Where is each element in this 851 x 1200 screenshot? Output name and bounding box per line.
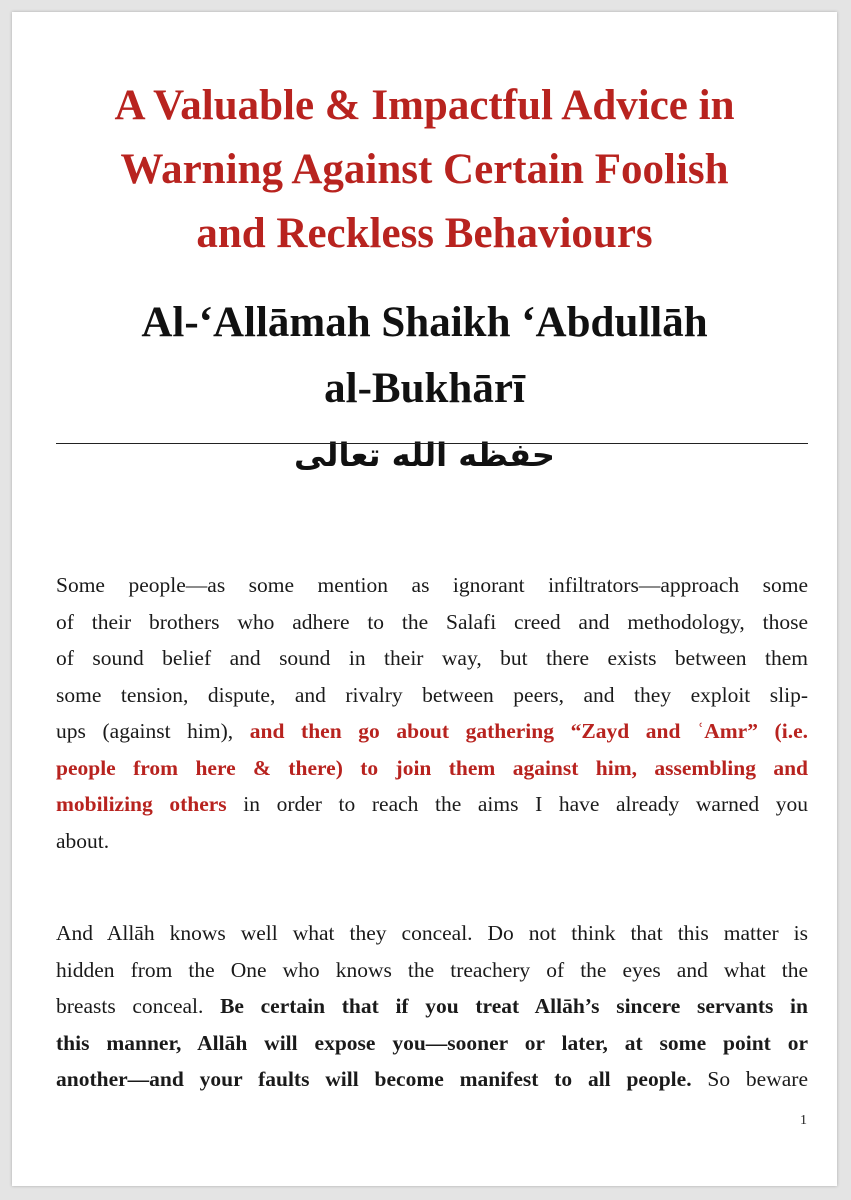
bold-text: another—and your faults will become manifest to all people. <box>56 1067 692 1091</box>
title-line-2: Warning Against Certain Foolish <box>120 146 729 193</box>
author-line-2 <box>42 356 807 488</box>
highlight-red-text: mobilizing others <box>56 792 227 816</box>
author-heading <box>42 290 807 488</box>
document-title <box>42 74 807 266</box>
paragraph-1-line-4: some tension, dispute, and rivalry between peers, and they exploit slip- <box>56 682 808 707</box>
paragraph-2-line-3 <box>56 988 808 1025</box>
paragraph-1-line-1: Some people—as some mention as ignorant infiltrators—approach some <box>56 573 808 597</box>
author-honorific: حفظه الله تعالى <box>294 436 555 474</box>
paragraph-2-line-5-plain: So beware <box>691 1067 808 1091</box>
document-page <box>12 12 837 1186</box>
paragraph-2-line-4: this manner, Allāh will expose you—sooner or later, at some point or <box>56 1030 808 1055</box>
paragraph-2-line-5 <box>56 1061 808 1098</box>
paragraph-1-line-8: about. <box>56 828 110 853</box>
paragraph-1 <box>56 567 808 859</box>
title-line-3: and Reckless Behaviours <box>196 210 653 257</box>
page-number: 1 <box>800 1113 807 1128</box>
paragraph-1-line-6: people from here & there) to join them against him, assembling and <box>56 755 808 780</box>
author-name: al-Bukhārī <box>324 365 525 412</box>
paragraph-2 <box>56 915 808 1098</box>
title-divider <box>56 443 808 444</box>
paragraph-1-line-5 <box>56 713 808 750</box>
bold-text: Be certain that if you treat Allāh’s sincere servants in <box>220 994 808 1018</box>
paragraph-2-line-3-plain: breasts conceal. <box>56 994 221 1018</box>
highlight-red-text: and then go about gathering “Zayd and ʿAmr” (i.e. <box>249 719 808 743</box>
paragraph-1-line-7 <box>56 786 808 823</box>
paragraph-1-line-2: of their brothers who adhere to the Salafi creed and methodology, those <box>56 609 808 634</box>
paragraph-1-line-5-plain: ups (against him), <box>56 719 250 743</box>
paragraph-2-line-2: hidden from the One who knows the treachery of the eyes and what the <box>56 957 808 982</box>
paragraph-1-line-7-plain: in order to reach the aims I have already warned you <box>226 792 808 816</box>
author-line-1: Al-‘Allāmah Shaikh ‘Abdullāh <box>141 299 708 346</box>
title-line-1: A Valuable & Impactful Advice in <box>114 82 735 129</box>
paragraph-1-line-3: of sound belief and sound in their way, but there exists between them <box>56 646 808 670</box>
paragraph-2-line-1: And Allāh knows well what they conceal. Do not think that this matter is <box>56 921 808 945</box>
